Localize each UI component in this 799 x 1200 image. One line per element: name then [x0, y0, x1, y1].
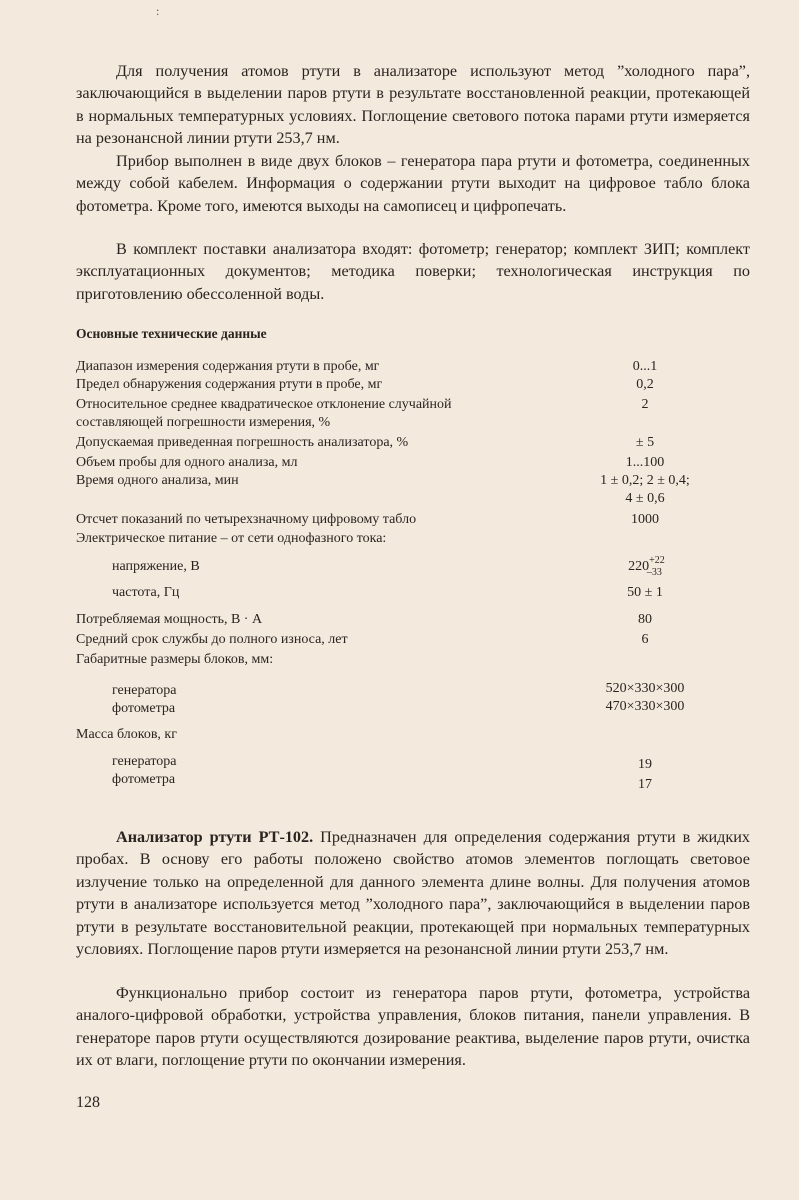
- spec-volume-label: Объем пробы для одного анализа, мл: [76, 455, 298, 470]
- rt102-paragraph-1: [76, 826, 750, 960]
- spec-consumption-value: 80: [638, 612, 652, 627]
- spec-range-value: 0...1: [632, 359, 658, 374]
- spec-frequency-label: частота, Гц: [112, 585, 180, 600]
- spec-time-value-2: 4 ± 0,6: [625, 491, 665, 506]
- spec-deviation-value: 2: [641, 397, 649, 412]
- spec-frequency-value: 50 ± 1: [627, 585, 663, 600]
- spec-dims-label: Габаритные размеры блоков, мм:: [76, 652, 274, 667]
- intro-paragraph-1: Для получения атомов ртути в анализаторе используют метод ”холодного пара”, заключающийся в выделении паров ртути в результате восстановленной реакции, протекающей в нормальных температурных условиях. Поглощение светового потока парами ртути измеряется на резонансной линии ртути 253,7 нм.: [76, 62, 750, 148]
- spec-deviation-label-2: составляющей погрешности измерения, %: [76, 415, 331, 430]
- rt102-paragraph-2: Функционально прибор состоит из генератора паров ртути, фотометра, устройства аналого-цифровой обработки, устройства управления, блоков питания, панели управления. В генераторе паров ртути осуществляются дозирование реактива, выделение паров ртути, очистка их от влаги, поглощение ртути по окончании измерения.: [76, 984, 750, 1070]
- spec-dims-phot-label: фотометра: [112, 701, 176, 716]
- voltage-minus: –33: [646, 567, 662, 578]
- spec-mass-phot-label: фотометра: [112, 772, 176, 787]
- spec-volume-value: 1...100: [625, 455, 665, 470]
- spec-error-label: Допускаемая приведенная погрешность анализатора, %: [76, 435, 409, 450]
- voltage-plus: +22: [649, 555, 665, 566]
- spec-consumption-label: Потребляемая мощность, В · А: [76, 612, 263, 627]
- spec-detection-label: Предел обнаружения содержания ртути в пробе, мг: [76, 377, 383, 392]
- spec-deviation-label-1: Относительное среднее квадратическое отклонение случайной: [76, 397, 452, 412]
- spec-time-value-1: 1 ± 0,2; 2 ± 0,4;: [600, 473, 690, 488]
- spec-mass-label: Масса блоков, кг: [76, 727, 177, 742]
- spec-mass-gen-value: 19: [638, 757, 652, 772]
- spec-voltage-label: напряжение, В: [112, 559, 200, 574]
- spec-life-value: 6: [641, 632, 649, 647]
- spec-readout-value: 1000: [631, 512, 659, 527]
- spec-time-label: Время одного анализа, мин: [76, 473, 239, 488]
- spec-power-label: Электрическое питание – от сети однофазного тока:: [76, 531, 387, 546]
- spec-mass-gen-label: генератора: [112, 754, 177, 769]
- spec-detection-value: 0,2: [636, 377, 654, 392]
- page-number: 128: [76, 1094, 100, 1111]
- scan-mark: :: [156, 4, 160, 18]
- spec-dims-gen-value: 520×330×300: [605, 681, 685, 696]
- spec-dims-phot-value: 470×330×300: [605, 699, 685, 714]
- rt102-text: Предназначен для определения содержания ртути в жидких пробах. В основу его работы положено свойство атомов элементов поглощать световое излучение только на определенной для данного элемента длине волны. Для получения атомов ртути в анализаторе используется метод ”холодного пара”, заключающийся в выделении паров ртути в результате восстановительной реакции, протекающей при нормальных температурных условиях. Поглощение паров ртути измеряется на резонансной линии ртути 253,7 нм.: [76, 828, 750, 959]
- spec-readout-label: Отсчет показаний по четырехзначному цифровому табло: [76, 512, 417, 527]
- intro-paragraph-3: В комплект поставки анализатора входят: фотометр; генератор; комплект ЗИП; комплект эксплуатационных документов; методика поверки; технологическая инструкция по приготовлению обессоленной воды.: [76, 240, 750, 303]
- specs-title: Основные технические данные: [76, 326, 267, 341]
- rt102-title: Анализатор ртути РТ-102.: [116, 828, 314, 846]
- spec-mass-phot-value: 17: [638, 777, 652, 792]
- spec-life-label: Средний срок службы до полного износа, лет: [76, 632, 348, 647]
- spec-error-value: ± 5: [635, 435, 655, 450]
- spec-dims-gen-label: генератора: [112, 683, 177, 698]
- intro-paragraph-2: Прибор выполнен в виде двух блоков – генератора пара ртути и фотометра, соединенных между собой кабелем. Информация о содержании ртути выходит на цифровое табло блока фотометра. Кроме того, имеются выходы на самописец и цифропечать.: [76, 152, 750, 215]
- voltage-nominal: 220: [628, 559, 650, 574]
- spec-voltage-value: [560, 555, 730, 578]
- spec-range-label: Диапазон измерения содержания ртути в пробе, мг: [76, 359, 380, 374]
